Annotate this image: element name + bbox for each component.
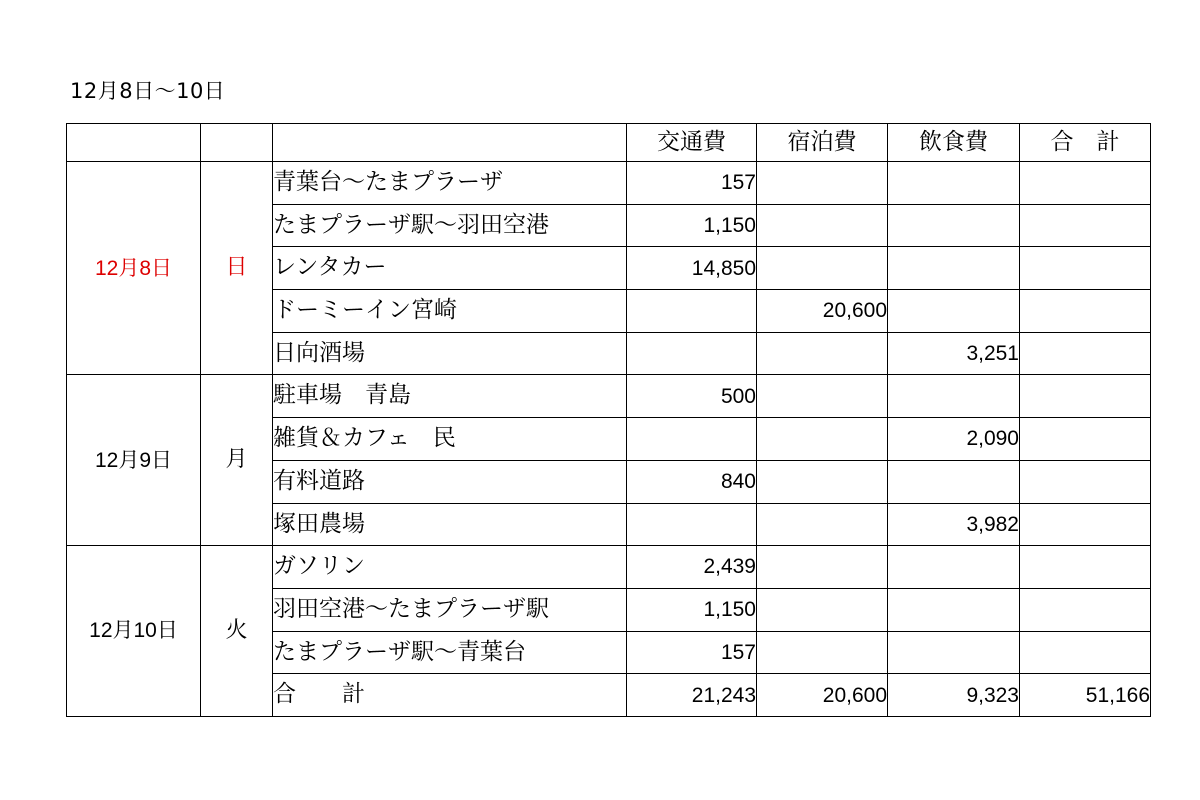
lodging-cell [757, 588, 888, 631]
item-name: 塚田農場 [273, 503, 627, 546]
lodging-cell [757, 418, 888, 461]
lodging-cell [757, 247, 888, 290]
item-name: レンタカー [273, 247, 627, 290]
lodging-cell: 20,600 [757, 290, 888, 333]
transport-cell: 157 [627, 162, 757, 205]
food-cell [888, 460, 1020, 503]
lodging-cell [757, 546, 888, 589]
total-cell [1020, 503, 1151, 546]
column-header-transport: 交通費 [627, 124, 757, 162]
total-cell [1020, 460, 1151, 503]
totals-grand-total: 51,166 [1020, 674, 1151, 717]
totals-transport: 21,243 [627, 674, 757, 717]
transport-cell: 1,150 [627, 204, 757, 247]
food-cell: 3,251 [888, 332, 1020, 375]
transport-cell [627, 332, 757, 375]
lodging-cell [757, 162, 888, 205]
food-cell: 3,982 [888, 503, 1020, 546]
transport-cell: 500 [627, 375, 757, 418]
totals-lodging: 20,600 [757, 674, 888, 717]
transport-cell [627, 290, 757, 333]
totals-food: 9,323 [888, 674, 1020, 717]
total-cell [1020, 332, 1151, 375]
food-cell [888, 588, 1020, 631]
total-cell [1020, 418, 1151, 461]
header-item-cell [273, 124, 627, 162]
total-cell [1020, 204, 1151, 247]
weekday-cell: 日 [201, 162, 273, 375]
total-cell [1020, 546, 1151, 589]
transport-cell: 14,850 [627, 247, 757, 290]
transport-cell [627, 418, 757, 461]
lodging-cell [757, 204, 888, 247]
lodging-cell [757, 503, 888, 546]
food-cell: 2,090 [888, 418, 1020, 461]
transport-cell: 840 [627, 460, 757, 503]
header-date-cell [67, 124, 201, 162]
lodging-cell [757, 332, 888, 375]
weekday-cell: 火 [201, 546, 273, 717]
table-row [67, 162, 1151, 205]
total-cell [1020, 290, 1151, 333]
lodging-cell [757, 631, 888, 674]
transport-cell: 1,150 [627, 588, 757, 631]
food-cell [888, 375, 1020, 418]
lodging-cell [757, 460, 888, 503]
item-name: ドーミーイン宮崎 [273, 290, 627, 333]
totals-label: 合 計 [273, 674, 627, 717]
expense-table [66, 123, 1151, 717]
table-row [67, 546, 1151, 589]
column-header-food: 飲食費 [888, 124, 1020, 162]
total-cell [1020, 247, 1151, 290]
date-cell: 12月10日 [67, 546, 201, 717]
food-cell [888, 631, 1020, 674]
item-name: 雑貨＆カフェ 民 [273, 418, 627, 461]
date-cell: 12月9日 [67, 375, 201, 546]
header-row [67, 124, 1151, 162]
item-name: ガソリン [273, 546, 627, 589]
column-header-lodging: 宿泊費 [757, 124, 888, 162]
food-cell [888, 546, 1020, 589]
date-cell: 12月8日 [67, 162, 201, 375]
table-row [67, 375, 1151, 418]
item-name: たまプラーザ駅〜青葉台 [273, 631, 627, 674]
page-title: 12月8日〜10日 [70, 79, 226, 103]
total-cell [1020, 631, 1151, 674]
total-cell [1020, 375, 1151, 418]
food-cell [888, 290, 1020, 333]
item-name: 駐車場 青島 [273, 375, 627, 418]
transport-cell: 2,439 [627, 546, 757, 589]
item-name: たまプラーザ駅〜羽田空港 [273, 204, 627, 247]
total-cell [1020, 162, 1151, 205]
item-name: 有料道路 [273, 460, 627, 503]
food-cell [888, 204, 1020, 247]
food-cell [888, 247, 1020, 290]
column-header-total: 合 計 [1020, 124, 1151, 162]
item-name: 日向酒場 [273, 332, 627, 375]
header-weekday-cell [201, 124, 273, 162]
transport-cell: 157 [627, 631, 757, 674]
transport-cell [627, 503, 757, 546]
food-cell [888, 162, 1020, 205]
total-cell [1020, 588, 1151, 631]
weekday-cell: 月 [201, 375, 273, 546]
lodging-cell [757, 375, 888, 418]
item-name: 羽田空港〜たまプラーザ駅 [273, 588, 627, 631]
item-name: 青葉台〜たまプラーザ [273, 162, 627, 205]
